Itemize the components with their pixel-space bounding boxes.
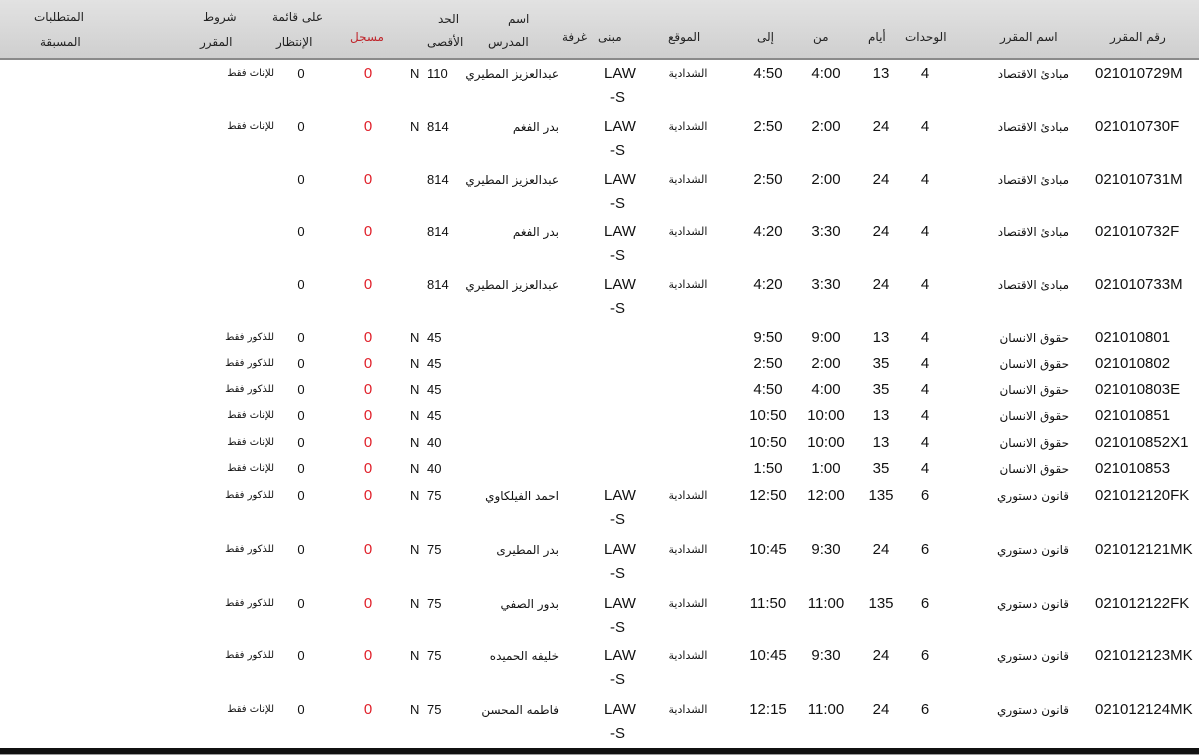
header-instructor-2: المدرس (488, 35, 529, 49)
cell-code: 021012121MK (1095, 541, 1193, 558)
cell-from: 9:30 (811, 541, 841, 558)
cell-code: 021010729M (1095, 65, 1183, 82)
cell-waitlist: 0 (297, 277, 305, 292)
header-conditions-2: المقرر (200, 35, 233, 49)
cell-waitlist: 0 (297, 119, 305, 134)
cell-from: 1:00 (811, 460, 841, 477)
header-room: غرفة (562, 30, 588, 44)
cell-units: 4 (920, 65, 930, 82)
cell-from: 2:00 (811, 171, 841, 188)
cell-cap: 75 (427, 648, 442, 663)
header-waitlist-2: الإنتظار (276, 35, 313, 49)
cell-days: 35 (872, 460, 890, 477)
cell-building: LAW (604, 171, 636, 188)
cell-registered: 0 (363, 541, 373, 558)
cell-registered: 0 (363, 355, 373, 372)
cell-to: 4:20 (753, 223, 783, 240)
cell-from: 4:00 (811, 381, 841, 398)
cell-waitlist: 0 (297, 702, 305, 717)
cell-capflag: N (410, 542, 420, 557)
cell-to: 10:45 (749, 541, 787, 558)
cell-days: 135 (868, 595, 894, 612)
cell-registered: 0 (363, 329, 373, 346)
cell-waitlist: 0 (297, 330, 305, 345)
cell-code: 021010802 (1095, 355, 1171, 372)
cell-from: 3:30 (811, 276, 841, 293)
cell-building-line2: -S (610, 511, 625, 528)
cell-from: 9:00 (811, 329, 841, 346)
cell-days: 35 (872, 355, 890, 372)
cell-building: LAW (604, 65, 636, 82)
cell-registered: 0 (363, 595, 373, 612)
cell-units: 4 (920, 223, 930, 240)
header-conditions-1: شروط (203, 10, 237, 24)
cell-conditions: للإناث فقط (227, 68, 274, 79)
cell-to: 2:50 (753, 171, 783, 188)
cell-name: قانون دستوري (997, 543, 1069, 557)
header-code: رقم المقرر (1110, 30, 1166, 44)
bottom-edge (0, 748, 1199, 754)
cell-conditions: للإناث فقط (227, 121, 274, 132)
header-to: إلى (757, 30, 774, 44)
header-waitlist-1: على قائمة (272, 10, 324, 24)
cell-units: 4 (920, 118, 930, 135)
cell-waitlist: 0 (297, 648, 305, 663)
cell-name: حقوق الانسان (999, 383, 1069, 397)
cell-location: الشدادية (668, 649, 708, 662)
cell-registered: 0 (363, 65, 373, 82)
cell-to: 9:50 (753, 329, 783, 346)
cell-name: حقوق الانسان (999, 357, 1069, 371)
cell-units: 4 (920, 434, 930, 451)
cell-waitlist: 0 (297, 435, 305, 450)
cell-registered: 0 (363, 171, 373, 188)
cell-to: 12:15 (749, 701, 787, 718)
cell-building: LAW (604, 647, 636, 664)
cell-capflag: N (410, 461, 420, 476)
cell-code: 021010731M (1095, 171, 1183, 188)
table-row (0, 60, 1199, 114)
cell-to: 10:45 (749, 647, 787, 664)
cell-days: 13 (872, 329, 890, 346)
cell-days: 24 (872, 118, 890, 135)
cell-location: الشدادية (668, 703, 708, 716)
cell-building-line2: -S (610, 619, 625, 636)
cell-code: 021010851 (1095, 407, 1171, 424)
table-row (0, 402, 1199, 430)
cell-building-line2: -S (610, 300, 625, 317)
cell-code: 021010730F (1095, 118, 1180, 135)
cell-units: 6 (920, 701, 930, 718)
cell-registered: 0 (363, 460, 373, 477)
cell-cap: 75 (427, 596, 442, 611)
cell-waitlist: 0 (297, 488, 305, 503)
cell-building-line2: -S (610, 671, 625, 688)
cell-days: 24 (872, 647, 890, 664)
cell-code: 021010732F (1095, 223, 1180, 240)
cell-location: الشدادية (668, 278, 708, 291)
cell-units: 4 (920, 276, 930, 293)
table-row (0, 696, 1199, 755)
cell-capflag: N (410, 408, 420, 423)
cell-registered: 0 (363, 276, 373, 293)
cell-waitlist: 0 (297, 66, 305, 81)
cell-code: 021010803E (1095, 381, 1181, 398)
cell-waitlist: 0 (297, 408, 305, 423)
cell-to: 2:50 (753, 355, 783, 372)
cell-days: 13 (872, 65, 890, 82)
cell-code: 021010852X1 (1095, 434, 1189, 451)
cell-code: 021012124MK (1095, 701, 1193, 718)
cell-to: 4:50 (753, 381, 783, 398)
cell-to: 1:50 (753, 460, 783, 477)
cell-capflag: N (410, 382, 420, 397)
cell-cap: 814 (427, 224, 449, 239)
cell-location: الشدادية (668, 173, 708, 186)
cell-waitlist: 0 (297, 224, 305, 239)
cell-waitlist: 0 (297, 461, 305, 476)
cell-days: 24 (872, 541, 890, 558)
cell-name: مبادئ الاقتصاد (997, 120, 1069, 134)
cell-name: قانون دستوري (997, 597, 1069, 611)
table-row (0, 376, 1199, 403)
cell-days: 35 (872, 381, 890, 398)
cell-cap: 45 (427, 330, 442, 345)
table-row (0, 429, 1199, 456)
cell-cap: 814 (427, 172, 449, 187)
cell-cap: 110 (427, 66, 448, 81)
cell-to: 10:50 (749, 407, 787, 424)
cell-instructor: بدر الفغم (512, 120, 559, 134)
cell-capflag: N (410, 330, 420, 345)
cell-units: 4 (920, 460, 930, 477)
cell-location: الشدادية (668, 225, 708, 238)
cell-days: 24 (872, 276, 890, 293)
cell-code: 021012120FK (1095, 487, 1190, 504)
header-prereq-1: المتطلبات (34, 10, 84, 24)
cell-instructor: احمد الفيلكاوي (485, 489, 559, 503)
cell-code: 021010733M (1095, 276, 1183, 293)
cell-to: 4:50 (753, 65, 783, 82)
cell-name: مبادئ الاقتصاد (997, 67, 1069, 81)
cell-units: 6 (920, 487, 930, 504)
cell-code: 021010801 (1095, 329, 1171, 346)
cell-waitlist: 0 (297, 542, 305, 557)
cell-conditions: للذكور فقط (225, 384, 274, 395)
cell-location: الشدادية (668, 67, 708, 80)
cell-units: 6 (920, 541, 930, 558)
cell-conditions: للذكور فقط (225, 598, 274, 609)
header-registered: مسجل (350, 30, 384, 44)
cell-conditions: للإناث فقط (227, 410, 274, 421)
cell-building: LAW (604, 701, 636, 718)
cell-cap: 814 (427, 119, 449, 134)
cell-name: قانون دستوري (997, 649, 1069, 663)
cell-capflag: N (410, 66, 420, 81)
cell-conditions: للذكور فقط (225, 544, 274, 555)
cell-building: LAW (604, 595, 636, 612)
table-row (0, 455, 1199, 483)
cell-registered: 0 (363, 407, 373, 424)
cell-name: قانون دستوري (997, 703, 1069, 717)
cell-days: 135 (868, 487, 894, 504)
cell-from: 2:00 (811, 355, 841, 372)
cell-from: 10:00 (807, 434, 845, 451)
cell-units: 4 (920, 407, 930, 424)
cell-to: 4:20 (753, 276, 783, 293)
cell-units: 6 (920, 647, 930, 664)
table-row (0, 642, 1199, 697)
cell-registered: 0 (363, 487, 373, 504)
cell-building-line2: -S (610, 195, 625, 212)
cell-instructor: بدر الفغم (512, 225, 559, 239)
cell-building-line2: -S (610, 247, 625, 264)
cell-instructor: بدر المطيرى (496, 543, 559, 557)
cell-to: 10:50 (749, 434, 787, 451)
cell-from: 2:00 (811, 118, 841, 135)
cell-cap: 45 (427, 382, 442, 397)
cell-days: 24 (872, 701, 890, 718)
cell-waitlist: 0 (297, 356, 305, 371)
cell-code: 021012122FK (1095, 595, 1190, 612)
cell-from: 3:30 (811, 223, 841, 240)
cell-cap: 75 (427, 488, 442, 503)
cell-cap: 75 (427, 702, 442, 717)
cell-cap: 814 (427, 277, 449, 292)
cell-cap: 45 (427, 408, 442, 423)
cell-from: 11:00 (807, 595, 845, 612)
cell-to: 11:50 (749, 595, 787, 612)
table-row (0, 350, 1199, 377)
cell-name: مبادئ الاقتصاد (997, 173, 1069, 187)
cell-conditions: للإناث فقط (227, 463, 274, 474)
cell-from: 9:30 (811, 647, 841, 664)
cell-days: 13 (872, 434, 890, 451)
cell-days: 24 (872, 171, 890, 188)
cell-units: 6 (920, 595, 930, 612)
cell-name: قانون دستوري (997, 489, 1069, 503)
cell-name: مبادئ الاقتصاد (997, 225, 1069, 239)
header-location: الموقع (668, 30, 701, 44)
cell-registered: 0 (363, 118, 373, 135)
cell-building-line2: -S (610, 725, 625, 742)
cell-building-line2: -S (610, 89, 625, 106)
table-header (0, 0, 1199, 60)
cell-instructor: عبدالعزيز المطيري (465, 173, 559, 187)
cell-instructor: عبدالعزيز المطيري (465, 67, 559, 81)
cell-conditions: للذكور فقط (225, 358, 274, 369)
table-row (0, 482, 1199, 537)
cell-cap: 40 (427, 435, 442, 450)
cell-days: 13 (872, 407, 890, 424)
table-row (0, 590, 1199, 643)
header-instructor-1: اسم (508, 12, 530, 26)
cell-units: 4 (920, 171, 930, 188)
cell-cap: 40 (427, 461, 442, 476)
cell-instructor: فاطمه المحسن (481, 703, 559, 717)
cell-instructor: خليفه الحميده (489, 649, 559, 663)
cell-building: LAW (604, 276, 636, 293)
cell-from: 4:00 (811, 65, 841, 82)
cell-code: 021010853 (1095, 460, 1171, 477)
cell-building: LAW (604, 118, 636, 135)
cell-registered: 0 (363, 701, 373, 718)
cell-building-line2: -S (610, 565, 625, 582)
header-from: من (813, 30, 829, 44)
cell-waitlist: 0 (297, 172, 305, 187)
cell-capflag: N (410, 119, 420, 134)
cell-name: حقوق الانسان (999, 436, 1069, 450)
cell-capflag: N (410, 356, 420, 371)
cell-capflag: N (410, 702, 420, 717)
cell-instructor: بدور الصفي (500, 597, 559, 611)
cell-cap: 75 (427, 542, 442, 557)
header-max-2: الأقصى (427, 35, 464, 49)
cell-days: 24 (872, 223, 890, 240)
header-prereq-2: المسبقة (40, 35, 81, 49)
cell-to: 2:50 (753, 118, 783, 135)
header-max-1: الحد (438, 12, 460, 26)
cell-conditions: للذكور فقط (225, 650, 274, 661)
cell-building: LAW (604, 223, 636, 240)
cell-building: LAW (604, 541, 636, 558)
cell-from: 10:00 (807, 407, 845, 424)
cell-registered: 0 (363, 223, 373, 240)
cell-units: 4 (920, 381, 930, 398)
cell-waitlist: 0 (297, 596, 305, 611)
header-building: مبنى (598, 30, 622, 44)
table-row (0, 324, 1199, 351)
cell-units: 4 (920, 329, 930, 346)
cell-conditions: للذكور فقط (225, 332, 274, 343)
cell-code: 021012123MK (1095, 647, 1193, 664)
cell-waitlist: 0 (297, 382, 305, 397)
cell-name: حقوق الانسان (999, 331, 1069, 345)
cell-registered: 0 (363, 381, 373, 398)
table-row (0, 536, 1199, 591)
cell-capflag: N (410, 648, 420, 663)
cell-registered: 0 (363, 647, 373, 664)
cell-to: 12:50 (749, 487, 787, 504)
cell-cap: 45 (427, 356, 442, 371)
header-units: الوحدات (905, 30, 947, 44)
cell-instructor: عبدالعزيز المطيري (465, 278, 559, 292)
cell-location: الشدادية (668, 543, 708, 556)
table-row (0, 113, 1199, 167)
cell-building-line2: -S (610, 142, 625, 159)
cell-conditions: للإناث فقط (227, 704, 274, 715)
cell-location: الشدادية (668, 120, 708, 133)
cell-location: الشدادية (668, 597, 708, 610)
header-days: أيام (868, 30, 886, 44)
cell-capflag: N (410, 596, 420, 611)
cell-name: مبادئ الاقتصاد (997, 278, 1069, 292)
cell-conditions: للذكور فقط (225, 490, 274, 501)
table-row (0, 166, 1199, 219)
cell-capflag: N (410, 488, 420, 503)
cell-units: 4 (920, 355, 930, 372)
cell-conditions: للإناث فقط (227, 437, 274, 448)
cell-from: 12:00 (807, 487, 845, 504)
header-name: اسم المقرر (1000, 30, 1058, 44)
table-row (0, 218, 1199, 272)
table-row (0, 271, 1199, 325)
cell-from: 11:00 (807, 701, 845, 718)
cell-registered: 0 (363, 434, 373, 451)
cell-name: حقوق الانسان (999, 462, 1069, 476)
cell-name: حقوق الانسان (999, 409, 1069, 423)
cell-location: الشدادية (668, 489, 708, 502)
cell-building: LAW (604, 487, 636, 504)
cell-capflag: N (410, 435, 420, 450)
